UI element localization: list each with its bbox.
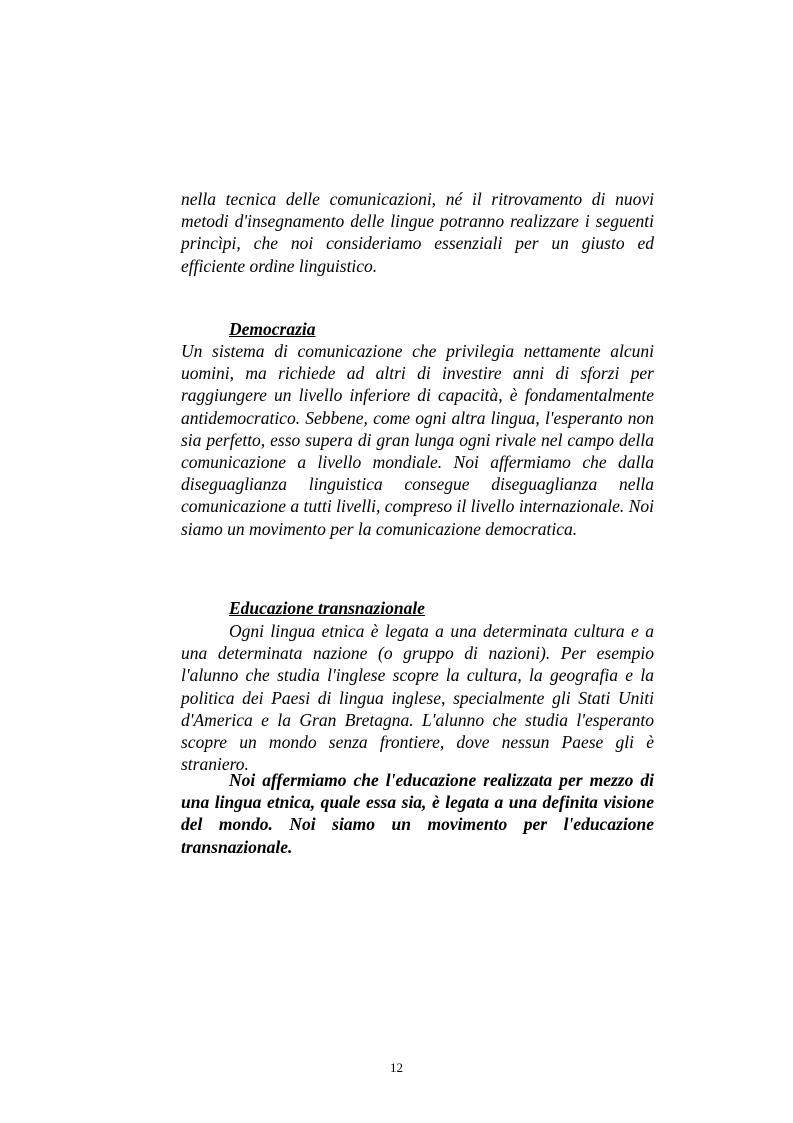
- educazione-paragraph-1: Ogni lingua etnica è legata a una determinata cultura e a una determinata nazione (o gruppo di nazioni). Per esempio l'alunno che studia l'inglese scopre la cultura, la geografia e la politica dei Paesi di lingua inglese, specialmente gli Stati Uniti d'America e la Gran Bretagna. L'alunno che studia l'esperanto scopre un mondo senza frontiere, dove nessun Paese gli è straniero.: [181, 621, 654, 775]
- democrazia-heading: Democrazia: [229, 319, 316, 339]
- intro-paragraph: nella tecnica delle comunicazioni, né il ritrovamento di nuovi metodi d'insegnamento delle lingue potranno realizzare i seguenti princìpi, che noi consideriamo essenziali per un giusto ed efficiente ordine linguistico.: [181, 189, 654, 276]
- page-number: 12: [390, 1060, 403, 1075]
- educazione-paragraph-2: Noi affermiamo che l'educazione realizzata per mezzo di una lingua etnica, quale essa sia, è legata a una definita visione del mondo. Noi siamo un movimento per l'educazione transnazionale.: [181, 770, 654, 857]
- democrazia-paragraph: Un sistema di comunicazione che privilegia nettamente alcuni uomini, ma richiede ad altri di investire anni di sforzi per raggiungere un livello inferiore di capacità, è fondamentalmente antidemocratico. Sebbene, come ogni altra lingua, l'esperanto non sia perfetto, esso supera di gran lunga ogni rivale nel campo della comunicazione a livello mondiale. Noi affermiamo che dalla diseguaglianza linguistica consegue diseguaglianza nella comunicazione a tutti livelli, compreso il livello internazionale. Noi siamo un movimento per la comunicazione democratica.: [181, 341, 654, 539]
- educazione-heading: Educazione transnazionale: [229, 598, 425, 618]
